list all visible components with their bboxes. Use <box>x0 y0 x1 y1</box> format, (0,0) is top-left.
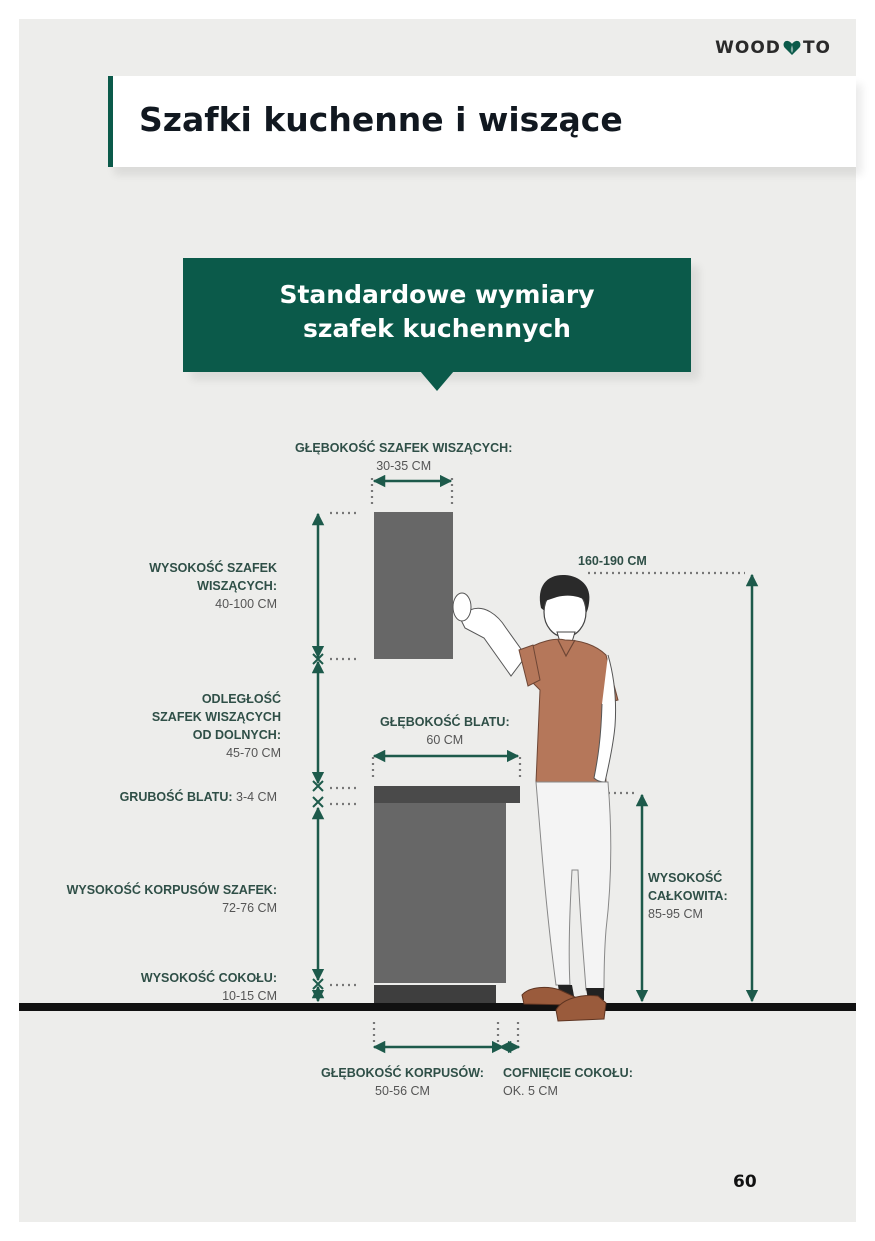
countertop-thickness-label <box>120 788 277 806</box>
plinth <box>374 985 496 1003</box>
page-title: Szafki kuchenne i wiszące <box>139 100 623 139</box>
gap-title-1: ODLEGŁOŚĆ <box>201 692 281 706</box>
wall-height-value: 40-100 CM <box>215 597 277 611</box>
gap-value: 45-70 CM <box>226 746 281 760</box>
total-height-label <box>648 869 728 923</box>
base-depth-value: 50-56 CM <box>375 1084 430 1098</box>
wall-depth-label <box>295 439 512 475</box>
countertop <box>374 786 520 803</box>
plinth-height-value: 10-15 CM <box>222 989 277 1003</box>
countertop-depth-title: GŁĘBOKOŚĆ BLATU: <box>380 715 510 729</box>
gap-title-2: SZAFEK WISZĄCYCH <box>151 710 281 724</box>
base-cabinet <box>374 803 506 983</box>
total-height-value: 85-95 CM <box>648 907 703 921</box>
plinth-recess-label <box>503 1064 633 1100</box>
wall-height-title-2: WISZĄCYCH: <box>197 579 277 593</box>
wall-cabinet <box>374 512 453 659</box>
wall-height-title-1: WYSOKOŚĆ SZAFEK <box>149 561 277 575</box>
countertop-thickness-value: 3-4 CM <box>236 790 277 804</box>
countertop-thickness-title: GRUBOŚĆ BLATU: <box>119 790 233 804</box>
banner-line-2: szafek kuchennych <box>303 314 571 343</box>
gap-label <box>152 690 281 762</box>
logo-text-left: WOOD <box>715 38 781 58</box>
logo-text-right: TO <box>802 38 831 58</box>
gap-title-3: OD DOLNYCH: <box>192 728 281 742</box>
wall-depth-value: 30-35 CM <box>376 459 432 473</box>
countertop-depth-value: 60 CM <box>426 733 464 747</box>
plinth-height-label <box>141 969 277 1005</box>
base-depth-title: GŁĘBOKOŚĆ KORPUSÓW: <box>321 1066 484 1080</box>
wall-height-label <box>149 559 277 613</box>
plinth-recess-title: COFNIĘCIE COKOŁU: <box>503 1066 633 1080</box>
total-height-title-2: CAŁKOWITA: <box>648 889 728 903</box>
base-depth-label <box>321 1064 484 1100</box>
countertop-depth-label <box>380 713 510 749</box>
total-height-title-1: WYSOKOŚĆ <box>648 871 723 885</box>
base-height-value: 72-76 CM <box>222 901 277 915</box>
plinth-height-title: WYSOKOŚĆ COKOŁU: <box>140 971 277 985</box>
person-height-value: 160-190 CM <box>578 554 647 568</box>
page-number: 60 <box>733 1172 757 1192</box>
base-height-label <box>67 881 277 917</box>
base-height-title: WYSOKOŚĆ KORPUSÓW SZAFEK: <box>66 883 277 897</box>
wall-depth-title: GŁĘBOKOŚĆ SZAFEK WISZĄCYCH: <box>295 441 513 455</box>
person-height-label <box>578 552 647 570</box>
banner-line-1: Standardowe wymiary <box>279 280 595 309</box>
plinth-recess-value: OK. 5 CM <box>503 1084 558 1098</box>
